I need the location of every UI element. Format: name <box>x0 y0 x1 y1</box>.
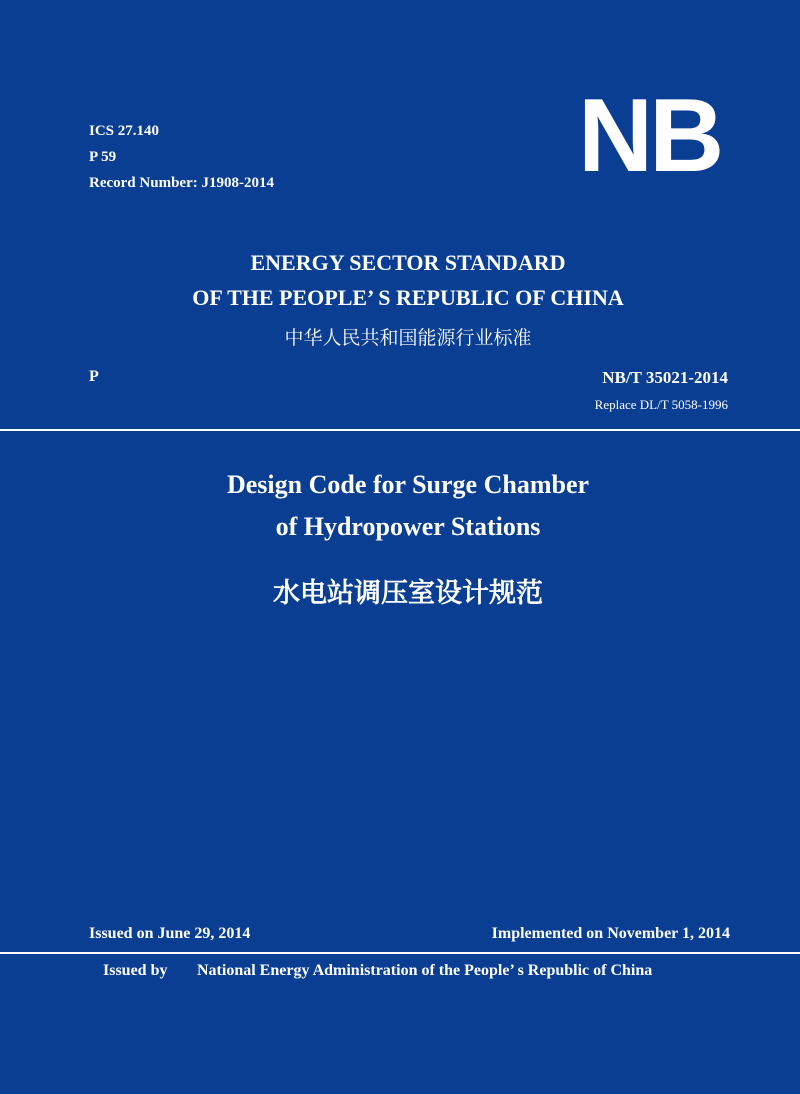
category-letter: P <box>89 368 99 385</box>
standard-type-line-1: ENERGY SECTOR STANDARD <box>250 250 566 275</box>
classification-codes <box>89 118 274 196</box>
ics-code: ICS 27.140 <box>89 123 160 139</box>
standard-type-chinese: 中华人民共和国能源行业标准 <box>284 327 532 349</box>
document-title-line-2: of Hydropower Stations <box>275 512 541 541</box>
issuer-name: National Energy Administration of the People’ s Republic of China <box>197 962 653 979</box>
nb-logo: NB <box>578 78 721 194</box>
implementation-date: Implemented on November 1, 2014 <box>491 925 730 942</box>
document-title-chinese: 水电站调压室设计规范 <box>273 578 543 609</box>
standard-number: NB/T 35021-2014 <box>602 368 728 387</box>
document-title-line-1: Design Code for Surge Chamber <box>226 470 590 499</box>
bottom-divider <box>0 952 800 954</box>
top-divider <box>0 429 800 431</box>
issued-by-label: Issued by <box>103 962 168 979</box>
issue-date: Issued on June 29, 2014 <box>89 925 251 942</box>
standard-type-line-2: OF THE PEOPLE’ S REPUBLIC OF CHINA <box>192 285 624 310</box>
ccs-code: P 59 <box>89 149 117 165</box>
replaces-note: Replace DL/T 5058-1996 <box>594 397 728 412</box>
record-number: Record Number: J1908-2014 <box>89 175 274 191</box>
